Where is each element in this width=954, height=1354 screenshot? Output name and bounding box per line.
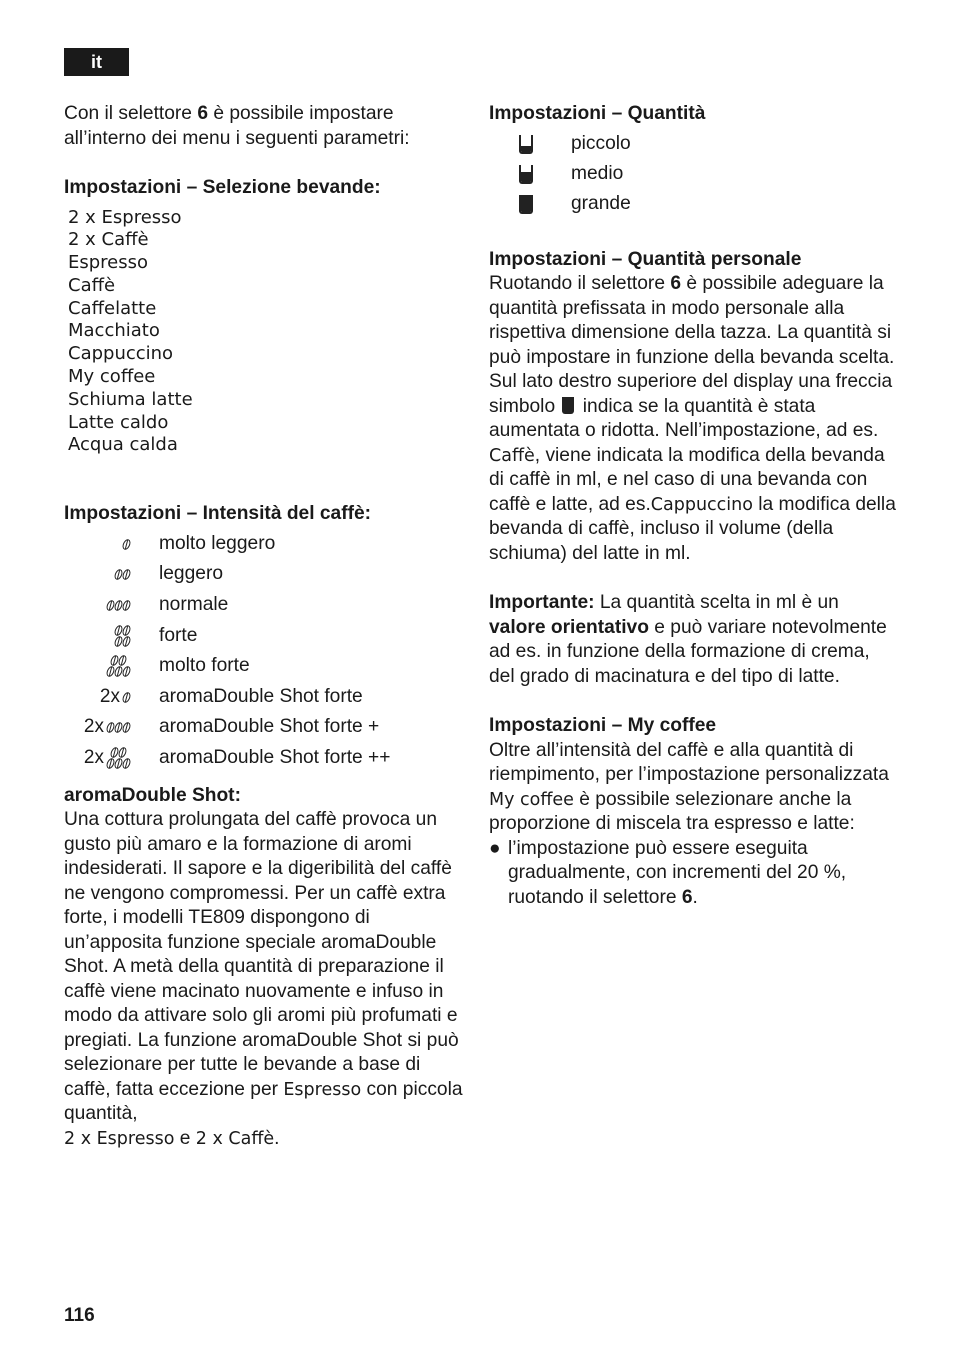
bullet-dot-icon: ● xyxy=(489,837,501,859)
pq-display-text: Caffè xyxy=(489,445,535,466)
intensity-label: normale xyxy=(159,594,229,615)
beans-icon xyxy=(123,539,130,550)
beverage-list xyxy=(68,207,464,458)
double-shot-prefix: 2x xyxy=(83,716,104,738)
pq-text: è possibile adeguare la quantità prefissata in modo personale alla rispettiva dimensione della tazza. La quantità si può impostare in funzione della bevanda scelta. Sul lato destro superiore del display una freccia simbolo xyxy=(489,273,895,417)
beverages-heading: Impostazioni – Selezione bevande: xyxy=(64,177,381,198)
selector-number: 6 xyxy=(670,273,681,294)
intensity-symbol xyxy=(64,746,143,771)
selector-number: 6 xyxy=(197,103,208,124)
ads-text: e xyxy=(174,1127,196,1149)
intro-part: Con il selettore xyxy=(64,103,198,124)
intro-part: è possibile impostare all’interno dei menu i seguenti parametri: xyxy=(64,103,410,149)
my-coffee-text xyxy=(489,739,899,837)
intensity-label: aromaDouble Shot forte ++ xyxy=(159,746,391,768)
beverage-item: Latte caldo xyxy=(68,411,169,433)
intensity-symbol xyxy=(64,715,143,740)
bullet-part: l’impostazione può essere eseguita gradualmente, con incrementi del 20 %, ruotando il selettore xyxy=(508,837,847,908)
intensity-label: molto forte xyxy=(159,655,250,677)
intensity-row xyxy=(64,651,464,682)
beverage-item: 2 x Caffè xyxy=(68,229,149,251)
pq-display-text: Cappuccino xyxy=(650,494,753,515)
pq-text: indica se la quantità è stata aumentata o ridotta. Nell’impostazione, ad es. xyxy=(489,395,879,441)
beverage-item: Espresso xyxy=(68,252,149,274)
pq-text: la modifica della bevanda di caffè, incluso il volume (della schiuma) del latte in ml. xyxy=(489,493,896,564)
beverage-item: Acqua calda xyxy=(68,434,178,456)
beverage-item: 2 x Espresso xyxy=(68,206,182,228)
beverage-item: Caffelatte xyxy=(68,297,157,319)
bullet-item xyxy=(489,837,899,911)
intensity-row xyxy=(64,712,464,743)
coffee-bean-icon xyxy=(121,721,132,734)
quantity-label: medio xyxy=(571,163,624,185)
bullet-part: . xyxy=(692,886,698,908)
coffee-bean-icon xyxy=(121,538,132,551)
coffee-bean-icon xyxy=(121,599,132,612)
beans-icon xyxy=(107,747,130,769)
quantity-row xyxy=(519,130,899,160)
beverage-item: Cappuccino xyxy=(68,343,174,365)
important-label: Importante: xyxy=(489,592,595,613)
intensity-label: aromaDouble Shot forte + xyxy=(159,716,380,738)
quantity-heading: Impostazioni – Quantità xyxy=(489,103,706,124)
intensity-row xyxy=(64,559,464,590)
cup-icon xyxy=(519,165,533,184)
ads-text: Una cottura prolungata del caffè provoca un gusto più amaro e la formazione di aromi indesiderati. Il sapore e la digeribilità del caffè ne vengono compromessi. Per un caffè extra forte, i modelli TE809 dispongono di un’apposita funzione speciale aromaDouble Shot. A metà della quantità di preparazione il caffè viene macinato nuovamente e infuso in modo da attivare solo gli aromi più profumati e pregiati. La funzione aromaDouble Shot si può selezionare per tutte le bevande a base di caffè, fatta eccezione per xyxy=(64,809,459,1100)
intensity-symbol xyxy=(64,600,143,611)
ads-text: con piccola quantità, xyxy=(64,1078,463,1125)
beverage-item: My coffee xyxy=(68,366,156,388)
quantity-row xyxy=(519,190,899,220)
important-emphasis: valore orientativo xyxy=(489,616,649,638)
intensity-heading: Impostazioni – Intensità del caffè: xyxy=(64,503,372,525)
intensity-symbol xyxy=(64,625,143,647)
double-shot-prefix: 2x xyxy=(83,746,104,768)
selector-number: 6 xyxy=(681,886,693,908)
important-note xyxy=(489,591,899,689)
mc-display-text: My coffee xyxy=(489,789,574,810)
intensity-symbol xyxy=(64,685,143,710)
important-text: La quantità scelta in ml è un xyxy=(594,592,839,613)
ads-heading: aromaDouble Shot: xyxy=(64,784,241,806)
intensity-row xyxy=(64,621,464,652)
coffee-bean-icon xyxy=(121,665,132,678)
coffee-bean-icon xyxy=(121,624,132,637)
cup-icon xyxy=(519,195,533,214)
page-number: 116 xyxy=(64,1305,95,1326)
beans-icon xyxy=(115,625,130,647)
ads-text: . xyxy=(274,1127,280,1149)
intensity-row xyxy=(64,682,464,713)
beverage-item: Schiuma latte xyxy=(68,388,193,410)
language-tab: it xyxy=(64,48,129,76)
cup-icon xyxy=(519,135,533,154)
intensity-label: aromaDouble Shot forte xyxy=(159,685,363,707)
intensity-row xyxy=(64,529,464,560)
ads-display-text: Espresso xyxy=(283,1079,362,1100)
intensity-symbol xyxy=(64,569,143,580)
quantity-label: grande xyxy=(571,193,631,215)
personal-quantity-text xyxy=(489,272,899,566)
intensity-symbol xyxy=(64,655,143,677)
beans-icon xyxy=(107,722,130,733)
coffee-bean-icon xyxy=(121,568,132,581)
my-coffee-heading: Impostazioni – My coffee xyxy=(489,715,717,736)
ads-display-text: 2 x Espresso xyxy=(64,1128,175,1149)
pq-text: , viene indicata la modifica della bevanda di caffè in ml, e nel caso di una bevanda con caffè e latte, ad es. xyxy=(489,444,885,515)
mc-text: è possibile selezionare anche la proporzione di miscela tra espresso e latte: xyxy=(489,788,855,834)
intro-text xyxy=(64,102,464,151)
beans-icon xyxy=(123,692,130,703)
bullet-text xyxy=(508,837,899,911)
important-text: e può variare notevolmente ad es. in funzione della formazione di crema, del grado di macinatura e del tipo di latte. xyxy=(489,616,887,687)
intensity-label: molto leggero xyxy=(159,532,276,554)
quantity-label: piccolo xyxy=(571,133,631,155)
left-column xyxy=(64,102,464,1151)
beans-icon xyxy=(107,600,130,611)
beans-icon xyxy=(107,655,130,677)
double-shot-prefix: 2x xyxy=(99,685,120,707)
quantity-row xyxy=(519,160,899,190)
beverage-item: Macchiato xyxy=(68,320,160,342)
personal-quantity-heading: Impostazioni – Quantità personale xyxy=(489,248,802,270)
quantity-list xyxy=(489,130,899,220)
ads-display-text: 2 x Caffè xyxy=(195,1128,275,1149)
intensity-symbol xyxy=(64,539,143,550)
right-column xyxy=(489,102,899,910)
coffee-bean-icon xyxy=(121,635,132,648)
intensity-row xyxy=(64,590,464,621)
cup-icon xyxy=(562,397,574,414)
coffee-bean-icon xyxy=(121,691,132,704)
beverage-item: Caffè xyxy=(68,274,116,296)
coffee-bean-icon xyxy=(121,757,132,770)
intensity-row xyxy=(64,743,464,774)
ads-paragraph xyxy=(64,808,464,1151)
pq-text: Ruotando il selettore xyxy=(489,273,671,294)
mc-text: Oltre all’intensità del caffè e alla quantità di riempimento, per l’impostazione personalizzata xyxy=(489,739,889,785)
intensity-label: forte xyxy=(159,624,198,646)
intensity-label: leggero xyxy=(159,563,224,585)
intensity-list xyxy=(64,529,464,774)
beans-icon xyxy=(115,569,130,580)
